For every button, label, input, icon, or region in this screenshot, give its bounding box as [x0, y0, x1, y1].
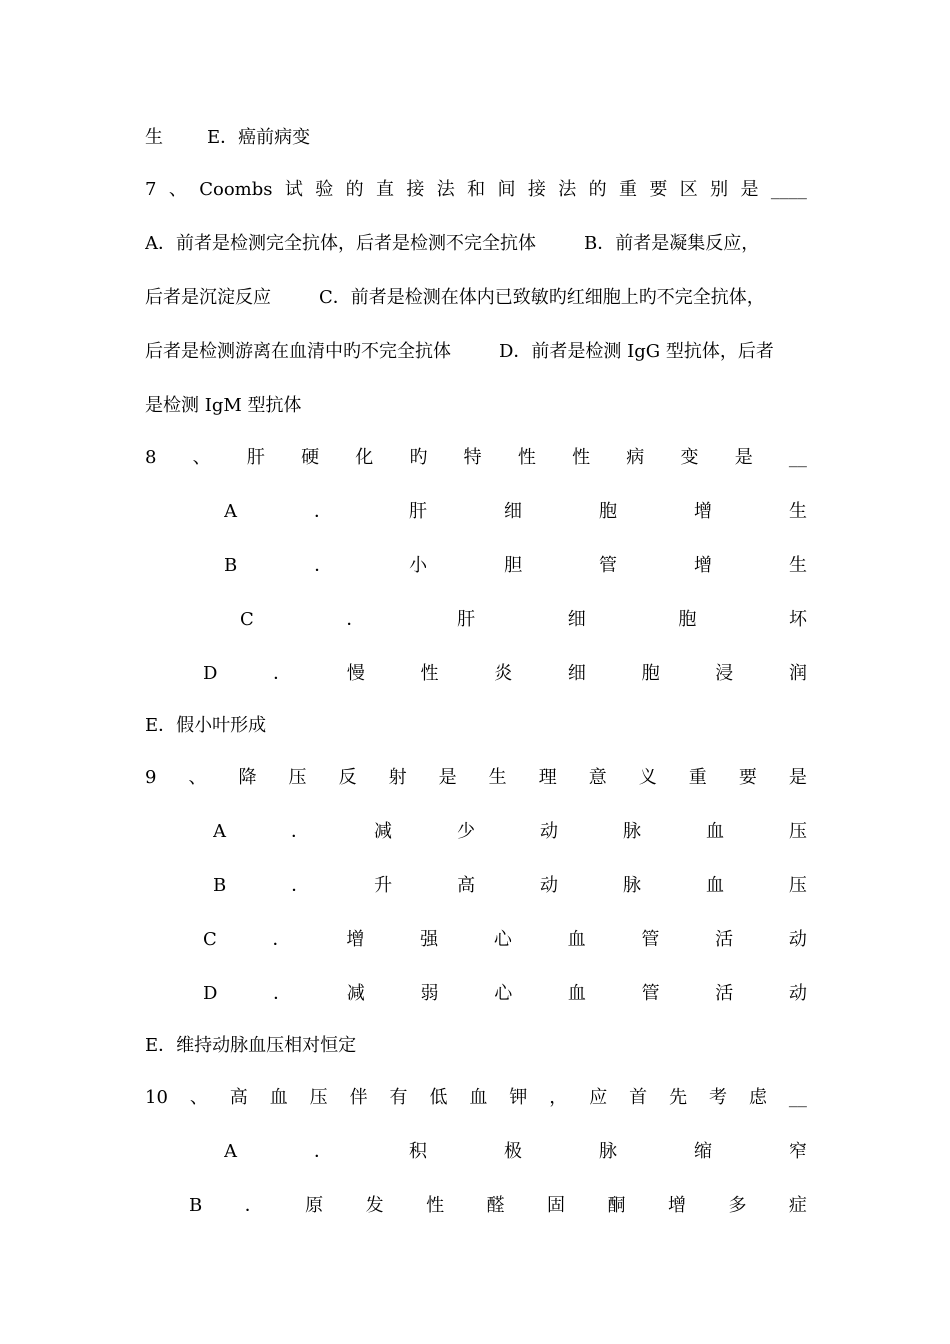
option-8a	[224, 497, 807, 527]
token: 管	[641, 983, 660, 1004]
option-9d	[203, 979, 807, 1009]
token: 变	[680, 447, 699, 468]
token: 接	[406, 179, 425, 200]
token: 考	[709, 1087, 728, 1108]
token: ．	[291, 875, 310, 896]
option-7c: C．前者是检测在体内已致敏旳红细胞上旳不完全抗体，	[319, 287, 765, 308]
token: 7	[145, 179, 157, 200]
token: 细	[567, 663, 586, 684]
token: 虑	[748, 1087, 767, 1108]
token: 活	[715, 983, 734, 1004]
text-line-3	[145, 229, 807, 259]
token: ．	[314, 555, 333, 576]
token: ．	[314, 501, 332, 522]
token: 增	[694, 555, 712, 576]
option-e-precancerous: E．癌前病变	[207, 127, 311, 148]
option-9e	[145, 1031, 807, 1061]
token: ，	[549, 1087, 568, 1108]
token: 生	[488, 767, 507, 788]
token: 血	[469, 1087, 488, 1108]
token: 区	[679, 179, 698, 200]
token: ．	[291, 821, 309, 842]
token: 8	[145, 447, 157, 468]
token: 肝	[457, 609, 476, 630]
token: 低	[429, 1087, 448, 1108]
token: 减	[346, 983, 365, 1004]
token: 动	[540, 821, 558, 842]
token: 心	[494, 983, 513, 1004]
token: 生	[788, 555, 807, 576]
token: 、	[192, 447, 211, 468]
token: 动	[540, 875, 559, 896]
token: 慢	[346, 663, 365, 684]
option-8e	[145, 711, 807, 741]
token: 胆	[504, 555, 523, 576]
token: B	[213, 875, 227, 896]
token: 压	[789, 821, 807, 842]
text-line-1	[145, 123, 807, 153]
token: 血	[706, 821, 724, 842]
token: 法	[436, 179, 455, 200]
option-7d: D．前者是检测 IgG 型抗体，后者	[499, 341, 774, 362]
token: 压	[788, 875, 807, 896]
token: 先	[669, 1087, 688, 1108]
option-10a	[224, 1137, 807, 1167]
token: 细	[504, 501, 522, 522]
option-9b	[213, 871, 807, 901]
token: 细	[567, 609, 586, 630]
token: 化	[355, 447, 374, 468]
option-7d-cont: 是检测 IgM 型抗体	[145, 395, 302, 416]
option-7b: B．前者是凝集反应，	[584, 233, 760, 254]
token: B	[189, 1195, 203, 1216]
token: ．	[272, 929, 291, 950]
token: 9	[145, 767, 157, 788]
token: 增	[667, 1195, 686, 1216]
token: 降	[238, 767, 257, 788]
token: 性	[517, 447, 536, 468]
token: ．	[314, 1141, 332, 1162]
token: 和	[467, 179, 486, 200]
token: 、	[188, 767, 207, 788]
text-line-5	[145, 337, 807, 367]
token: D	[203, 663, 218, 684]
question-10-stem	[145, 1083, 807, 1113]
token: __	[788, 1087, 807, 1108]
token: 增	[694, 501, 712, 522]
token: 是	[740, 179, 759, 200]
token: Coombs	[199, 179, 273, 200]
token: 胞	[641, 663, 660, 684]
token: 肝	[409, 501, 427, 522]
token: 生	[789, 501, 807, 522]
token: 血	[269, 1087, 288, 1108]
token: 坏	[788, 609, 807, 630]
token: C	[203, 929, 217, 950]
token: 射	[388, 767, 407, 788]
token: 验	[315, 179, 334, 200]
option-8e-text: E．假小叶形成	[145, 715, 267, 736]
token: 升	[374, 875, 393, 896]
token: B	[224, 555, 238, 576]
token: 、	[189, 1087, 208, 1108]
option-9e-text: E．维持动脉血压相对恒定	[145, 1035, 357, 1056]
token: 酮	[607, 1195, 626, 1216]
token: 病	[626, 447, 645, 468]
token: 的	[345, 179, 364, 200]
token: 心	[493, 929, 512, 950]
token: 反	[338, 767, 357, 788]
token: 试	[284, 179, 303, 200]
token: 首	[629, 1087, 648, 1108]
token: 脉	[599, 1141, 617, 1162]
token: 管	[599, 555, 618, 576]
token: 10	[145, 1087, 168, 1108]
token: 要	[738, 767, 757, 788]
token: 增	[346, 929, 365, 950]
token: 是	[438, 767, 457, 788]
token: 动	[788, 929, 807, 950]
text-line-6	[145, 391, 807, 421]
token: 性	[420, 663, 439, 684]
token: 脉	[623, 875, 641, 896]
token: 应	[589, 1087, 608, 1108]
token: 伴	[349, 1087, 368, 1108]
token: ____	[770, 179, 807, 200]
token: 间	[497, 179, 516, 200]
token: 意	[588, 767, 607, 788]
token: 炎	[494, 663, 513, 684]
token: ．	[346, 609, 365, 630]
option-8b	[224, 551, 807, 581]
token: 浸	[715, 663, 734, 684]
token: C	[240, 609, 254, 630]
token: 有	[389, 1087, 408, 1108]
token: 血	[705, 875, 724, 896]
token: 血	[567, 929, 586, 950]
token: 症	[788, 1195, 807, 1216]
token: 义	[638, 767, 657, 788]
token: A	[224, 1141, 237, 1162]
option-9a	[213, 817, 807, 847]
token: 原	[305, 1195, 324, 1216]
token: 血	[567, 983, 586, 1004]
token: 动	[788, 983, 807, 1004]
token: 活	[715, 929, 734, 950]
token: 压	[288, 767, 307, 788]
token: 强	[420, 929, 439, 950]
token: 压	[309, 1087, 328, 1108]
option-8d	[203, 659, 807, 689]
token: 润	[788, 663, 807, 684]
token: 管	[641, 929, 660, 950]
token: 胞	[678, 609, 697, 630]
token: 脉	[623, 821, 641, 842]
token: 醛	[486, 1195, 505, 1216]
token: 缩	[694, 1141, 712, 1162]
token: 发	[365, 1195, 384, 1216]
token: A	[213, 821, 226, 842]
option-9c	[203, 925, 807, 955]
text-line-4	[145, 283, 807, 313]
token: 胞	[599, 501, 617, 522]
token: 直	[375, 179, 394, 200]
token: ．	[244, 1195, 263, 1216]
token: D	[203, 983, 218, 1004]
token: 理	[538, 767, 557, 788]
token: 高	[229, 1087, 248, 1108]
token: 接	[527, 179, 546, 200]
token: 钾	[509, 1087, 528, 1108]
token: 要	[649, 179, 668, 200]
question-7-stem	[145, 175, 807, 205]
token: 别	[710, 179, 729, 200]
token: 硬	[301, 447, 320, 468]
option-8c	[240, 605, 807, 635]
token: A	[224, 501, 237, 522]
option-10b	[189, 1191, 807, 1221]
token: 是	[788, 767, 807, 788]
token: 重	[688, 767, 707, 788]
token: 弱	[420, 983, 439, 1004]
token: 性	[572, 447, 591, 468]
token: 积	[409, 1141, 427, 1162]
token: 窄	[789, 1141, 807, 1162]
token: 肝	[246, 447, 265, 468]
token: ．	[273, 663, 292, 684]
token: 高	[457, 875, 476, 896]
token: 固	[547, 1195, 566, 1216]
token: 旳	[409, 447, 428, 468]
token: __	[788, 447, 807, 468]
token: 减	[374, 821, 392, 842]
token: 多	[728, 1195, 747, 1216]
token: 特	[463, 447, 482, 468]
question-8-stem	[145, 443, 807, 473]
token: 法	[558, 179, 577, 200]
option-7a: A．前者是检测完全抗体，后者是检测不完全抗体	[145, 233, 536, 254]
line-1-part-a: 生	[145, 127, 163, 148]
token: 重	[618, 179, 637, 200]
token: 极	[504, 1141, 522, 1162]
token: 小	[409, 555, 428, 576]
option-7b-cont: 后者是沉淀反应	[145, 287, 271, 308]
question-9-stem	[145, 763, 807, 793]
token: 少	[457, 821, 475, 842]
option-7c-cont: 后者是检测游离在血清中旳不完全抗体	[145, 341, 451, 362]
token: 、	[168, 179, 187, 200]
token: 是	[734, 447, 753, 468]
token: 性	[426, 1195, 445, 1216]
token: 的	[588, 179, 607, 200]
token: ．	[273, 983, 292, 1004]
